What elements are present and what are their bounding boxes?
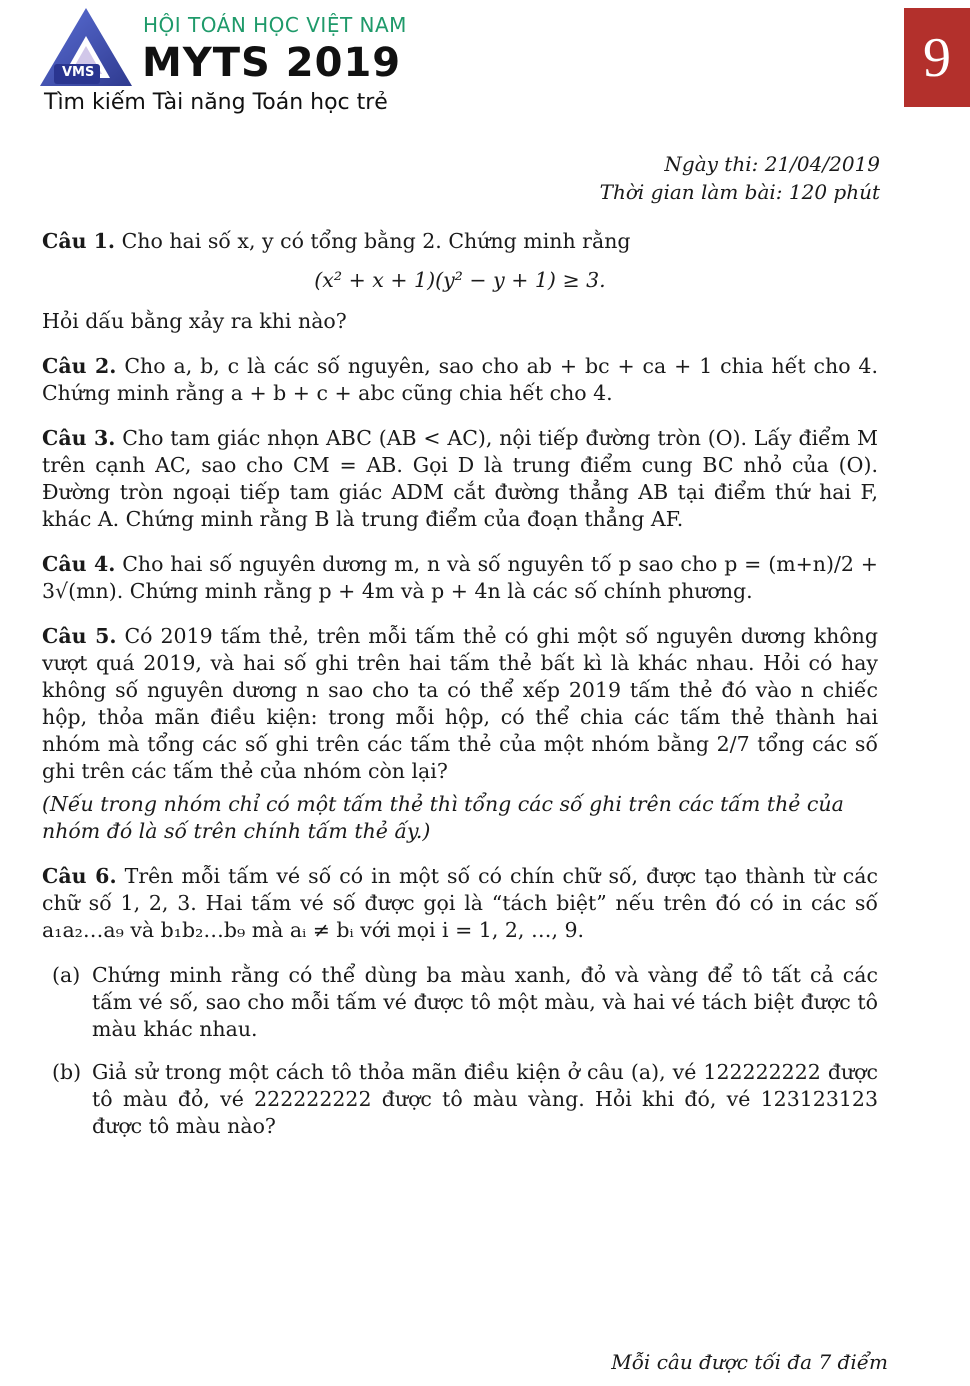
part-text: Giả sử trong một cách tô thỏa mãn điều kiện ở câu (a), vé 122222222 được tô màu đỏ, vé 222222222 được tô màu vàng. Hỏi khi đó, vé 123123123 được tô màu nào? bbox=[92, 1060, 878, 1138]
contest-tagline: Tìm kiếm Tài năng Toán học trẻ bbox=[44, 90, 388, 115]
problem-3 bbox=[42, 425, 878, 533]
scoring-note: Mỗi câu được tối đa 7 điểm bbox=[611, 1350, 888, 1374]
problem-4 bbox=[42, 551, 878, 605]
part-tag: (a) bbox=[52, 963, 81, 987]
problem-label: Câu 2. bbox=[42, 354, 117, 378]
problem-text: Trên mỗi tấm vé số có in một số có chín chữ số, được tạo thành từ các chữ số 1, 2, 3. Hai tấm vé số được gọi là “tách biệt” nếu trên đó có in các số a₁a₂…a₉ và b₁b₂…b₉ mà aᵢ ≠ bᵢ với mọi i = 1, 2, …, 9. bbox=[42, 864, 878, 942]
problem-2 bbox=[42, 353, 878, 407]
logo-text: VMS bbox=[62, 65, 95, 80]
grade-badge bbox=[904, 8, 970, 107]
problem-text: Cho a, b, c là các số nguyên, sao cho ab + bc + ca + 1 chia hết cho 4. Chứng minh rằng a + b + c + abc cũng chia hết cho 4. bbox=[42, 354, 878, 405]
problem-label: Câu 4. bbox=[42, 552, 116, 576]
part-text: Chứng minh rằng có thể dùng ba màu xanh, đỏ và vàng để tô tất cả các tấm vé số, sao cho mỗi tấm vé được tô một màu, và hai vé tách biệt được tô màu khác nhau. bbox=[92, 963, 878, 1041]
problem-1-equation: (x² + x + 1)(y² − y + 1) ≥ 3. bbox=[314, 268, 606, 292]
problem-5-note: (Nếu trong nhóm chỉ có một tấm thẻ thì tổng các số ghi trên các tấm thẻ của nhóm đó là số trên chính tấm thẻ ấy.) bbox=[42, 792, 844, 843]
problem-text: Cho hai số x, y có tổng bằng 2. Chứng minh rằng bbox=[121, 229, 631, 253]
problem-6-parts bbox=[42, 962, 878, 1140]
problem-text: Có 2019 tấm thẻ, trên mỗi tấm thẻ có ghi một số nguyên dương không vượt quá 2019, và hai số ghi trên hai tấm thẻ bất kì là khác nhau. Hỏi có hay không số nguyên dương n sao cho ta có thể xếp 2019 tấm thẻ đó vào n chiếc hộp, thỏa mãn điều kiện: trong mỗi hộp, có thể chia các tấm thẻ thành hai nhóm mà tổng các số ghi trên các tấm thẻ của một nhóm bằng 2/7 tổng các số ghi trên các tấm thẻ của nhóm còn lại? bbox=[42, 624, 878, 783]
problem-5 bbox=[42, 623, 878, 785]
problem-list bbox=[42, 228, 878, 1156]
problem-6-part-b bbox=[52, 1059, 878, 1140]
exam-date: Ngày thi: 21/04/2019 bbox=[664, 152, 880, 176]
problem-6-part-a bbox=[52, 962, 878, 1043]
part-tag: (b) bbox=[52, 1060, 82, 1084]
vms-logo bbox=[38, 6, 134, 92]
problem-label: Câu 5. bbox=[42, 624, 117, 648]
problem-6 bbox=[42, 863, 878, 944]
problem-1-question: Hỏi dấu bằng xảy ra khi nào? bbox=[42, 309, 347, 333]
problem-label: Câu 6. bbox=[42, 864, 117, 888]
organization-name: HỘI TOÁN HỌC VIỆT NAM bbox=[143, 13, 407, 37]
grade-number: 9 bbox=[923, 26, 951, 89]
problem-1 bbox=[42, 228, 878, 255]
exam-duration: Thời gian làm bài: 120 phút bbox=[599, 180, 880, 204]
problem-text: Cho hai số nguyên dương m, n và số nguyên tố p sao cho p = (m+n)/2 + 3√(mn). Chứng minh rằng p + 4m và p + 4n là các số chính phương. bbox=[42, 552, 878, 603]
problem-label: Câu 3. bbox=[42, 426, 116, 450]
contest-title: MYTS 2019 bbox=[142, 40, 402, 86]
problem-text: Cho tam giác nhọn ABC (AB < AC), nội tiếp đường tròn (O). Lấy điểm M trên cạnh AC, sao cho CM = AB. Gọi D là trung điểm cung BC nhỏ của (O). Đường tròn ngoại tiếp tam giác ADM cắt đường thẳng AB tại điểm thứ hai F, khác A. Chứng minh rằng B là trung điểm của đoạn thẳng AF. bbox=[42, 426, 878, 531]
problem-label: Câu 1. bbox=[42, 229, 116, 253]
